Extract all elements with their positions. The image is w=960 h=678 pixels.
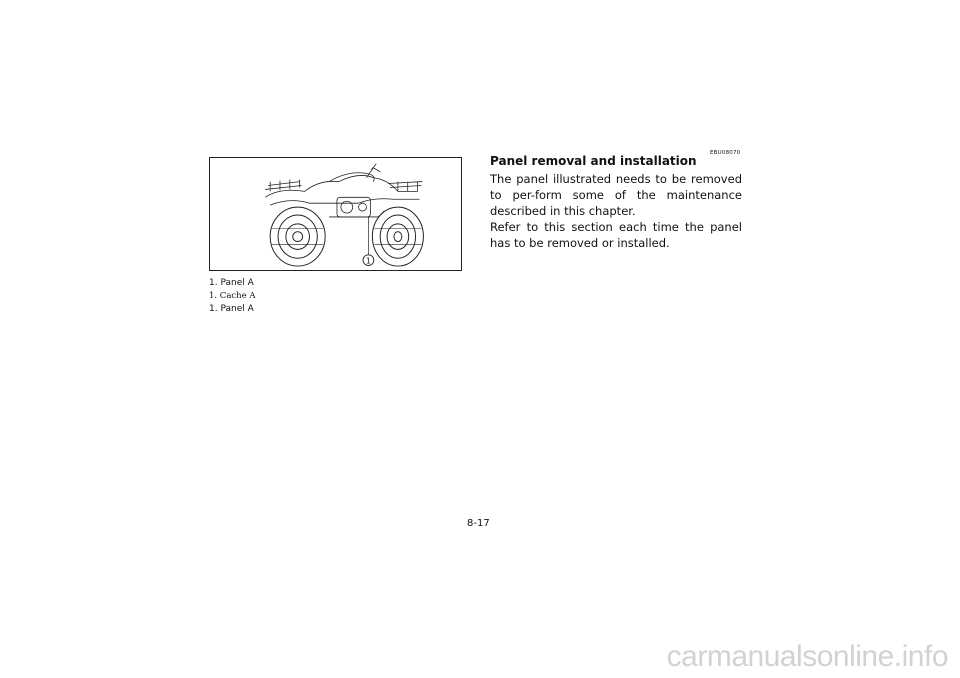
watermark: carmanualsonline.info [666, 640, 948, 673]
page-number: 8-17 [467, 518, 490, 529]
figure-captions [209, 277, 256, 316]
caption-3: 1. Panel A [209, 304, 254, 314]
caption-1: 1. Panel A [209, 278, 254, 288]
atv-drawing [210, 158, 461, 270]
caption-2: 1. Cache A [209, 291, 256, 301]
atv-illustration [209, 157, 462, 271]
paragraph-2: Refer to this section each time the panel has to be removed or installed. [490, 220, 742, 250]
section-heading: Panel removal and installation [490, 154, 697, 168]
callout-number: 1 [365, 256, 371, 266]
section-code: EBU08070 [710, 150, 741, 156]
paragraph-1: The panel illustrated needs to be removed to per-form some of the maintenance described in this chapter. [490, 172, 742, 218]
